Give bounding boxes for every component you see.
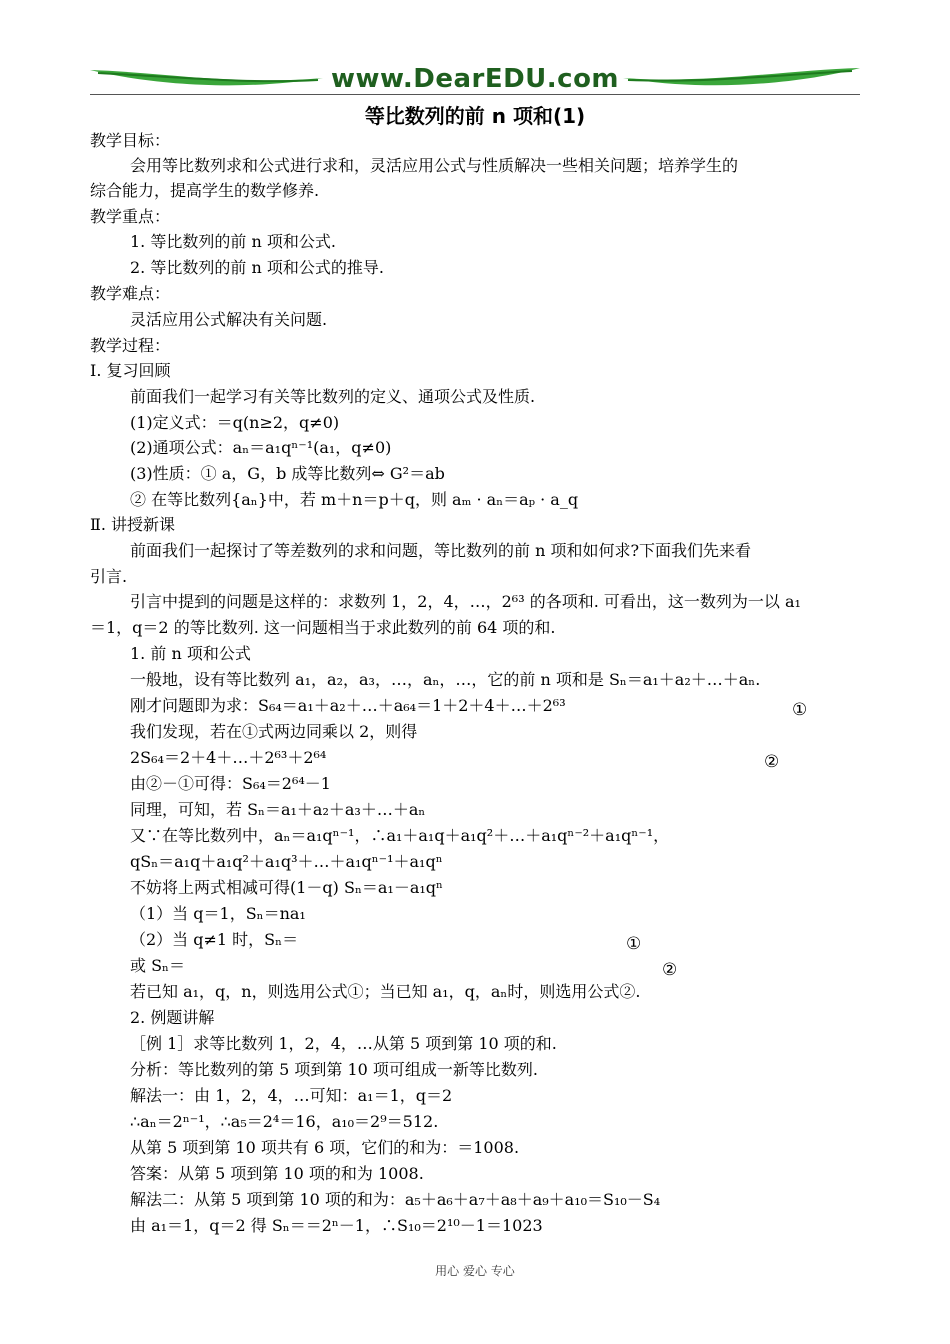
text-line: 解法一：由 1，2，4，…可知：a₁＝1，q＝2 [130, 1086, 453, 1105]
text-line: (3)性质：① a，G，b 成等比数列⇔ G²＝ab [130, 464, 445, 483]
text-line: 2. 等比数列的前 n 项和公式的推导. [130, 258, 384, 277]
text-line: 若已知 a₁，q，n，则选用公式①；当已知 a₁，q，aₙ时，则选用公式②. [130, 982, 641, 1001]
section-heading: Ⅱ. 讲授新课 [90, 515, 176, 534]
text-line: （2）当 q≠1 时，Sₙ＝ [130, 930, 299, 949]
text-line: 从第 5 项到第 10 项共有 6 项，它们的和为：＝1008. [130, 1138, 520, 1157]
text-line: 前面我们一起探讨了等差数列的求和问题，等比数列的前 n 项和如何求?下面我们先来看 [130, 541, 752, 560]
text-line: 2. 例题讲解 [130, 1008, 215, 1027]
text-line: 由②－①可得：S₆₄＝2⁶⁴－1 [130, 774, 331, 793]
site-banner [88, 62, 862, 96]
page-footer: 用心 爱心 专心 [435, 1264, 515, 1278]
text-line: 不妨将上两式相减可得(1－q) Sₙ＝a₁－a₁qⁿ [130, 878, 443, 897]
text-line: 灵活应用公式解决有关问题. [130, 310, 328, 329]
text-line: qSₙ＝a₁q＋a₁q²＋a₁q³＋…＋a₁qⁿ⁻¹＋a₁qⁿ [130, 852, 443, 871]
text-line: （1）当 q＝1，Sₙ＝na₁ [130, 904, 306, 923]
text-line: (1)定义式：＝q(n≥2，q≠0) [130, 413, 340, 432]
text-line: ② 在等比数列{aₙ}中，若 m＋n＝p＋q，则 aₘ · aₙ＝aₚ · a_q [130, 490, 579, 509]
text-line: 刚才问题即为求：S₆₄＝a₁＋a₂＋…＋a₆₄＝1＋2＋4＋…＋2⁶³ [130, 696, 566, 715]
equation-marker-2: ② [764, 752, 780, 772]
text-line: 教学目标： [90, 131, 171, 150]
text-line: 引言. [90, 567, 128, 586]
text-line: 解法二：从第 5 项到第 10 项的和为：a₅＋a₆＋a₇＋a₈＋a₉＋a₁₀＝S₁₀－S₄ [130, 1190, 661, 1209]
section-heading: Ⅰ. 复习回顾 [90, 361, 171, 380]
text-line: ［例 1］求等比数列 1，2，4，…从第 5 项到第 10 项的和. [130, 1034, 557, 1053]
text-line: 答案：从第 5 项到第 10 项的和为 1008. [130, 1164, 424, 1183]
text-line: 2S₆₄＝2＋4＋…＋2⁶³＋2⁶⁴ [130, 748, 327, 767]
text-line: 教学重点： [90, 207, 171, 226]
text-line: 1. 等比数列的前 n 项和公式. [130, 232, 336, 251]
text-line: 引言中提到的问题是这样的：求数列 1，2，4，…，2⁶³ 的各项和. 可看出，这一数列为一以 a₁ [130, 592, 801, 611]
text-line: 综合能力，提高学生的数学修养. [90, 181, 320, 200]
text-line: 前面我们一起学习有关等比数列的定义、通项公式及性质. [130, 387, 536, 406]
text-line: 我们发现，若在①式两边同乘以 2，则得 [130, 722, 418, 741]
formula-marker-1: ① [626, 934, 642, 954]
header-rule [90, 94, 860, 95]
text-line: 会用等比数列求和公式进行求和，灵活应用公式与性质解决一些相关问题；培养学生的 [130, 156, 739, 175]
text-line: 由 a₁＝1，q＝2 得 Sₙ＝＝2ⁿ－1，∴S₁₀＝2¹⁰－1＝1023 [130, 1216, 543, 1235]
equation-marker-1: ① [792, 700, 808, 720]
text-line: 又∵在等比数列中，aₙ＝a₁qⁿ⁻¹，∴a₁＋a₁q＋a₁q²＋…＋a₁qⁿ⁻²＋a₁qⁿ⁻¹， [130, 826, 670, 845]
formula-marker-2: ② [662, 960, 678, 980]
text-line: 教学难点： [90, 284, 171, 303]
page-title: 等比数列的前 n 项和(1) [364, 104, 586, 128]
text-line: (2)通项公式：aₙ＝a₁qⁿ⁻¹(a₁，q≠0) [130, 438, 392, 457]
text-line: ∴aₙ＝2ⁿ⁻¹，∴a₅＝2⁴＝16，a₁₀＝2⁹＝512. [130, 1112, 439, 1131]
text-line: 1. 前 n 项和公式 [130, 644, 251, 663]
text-line: 分析：等比数列的第 5 项到第 10 项可组成一新等比数列. [130, 1060, 538, 1079]
site-logo-text[interactable]: www.DearEDU.com [330, 64, 620, 94]
text-line: ＝1，q＝2 的等比数列. 这一问题相当于求此数列的前 64 项的和. [90, 618, 556, 637]
text-line: 或 Sₙ＝ [130, 956, 185, 975]
text-line: 同理，可知，若 Sₙ＝a₁＋a₂＋a₃＋…＋aₙ [130, 800, 426, 819]
text-line: 教学过程： [90, 336, 171, 355]
text-line: 一般地，设有等比数列 a₁，a₂，a₃，…，aₙ，…，它的前 n 项和是 Sₙ＝a₁＋a₂＋…＋aₙ. [130, 670, 761, 689]
